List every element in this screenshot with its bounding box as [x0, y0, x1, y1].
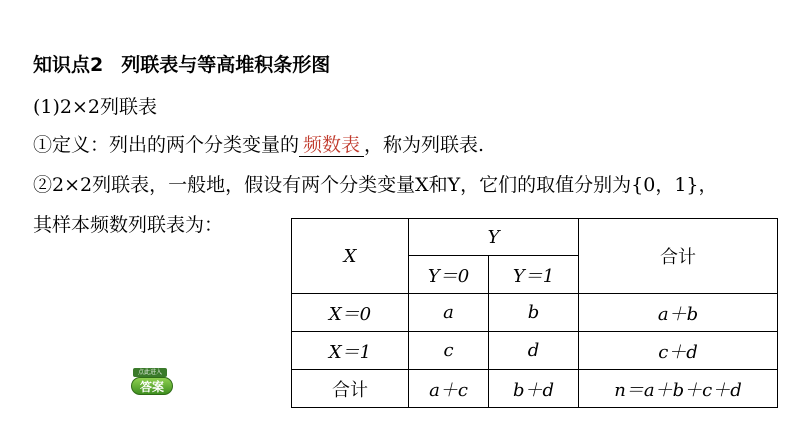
table-cell: c — [409, 332, 489, 370]
row-total-cell: c＋d — [579, 332, 778, 370]
answer-button-label: 答案 — [131, 377, 173, 395]
definition-prefix: ①定义：列出的两个分类变量的 — [33, 134, 300, 156]
table-row — [292, 294, 778, 332]
table-cell: a＋c — [409, 370, 489, 408]
row-label-cell: X＝1 — [292, 332, 409, 370]
answer-button-caption: 点此进入 — [133, 368, 167, 377]
definition-line — [33, 130, 484, 157]
total-header-cell: 合计 — [579, 219, 778, 294]
section-label: 知识点2 — [33, 54, 104, 76]
section-title: 列联表与等高堆积条形图 — [121, 54, 331, 76]
table-row — [292, 332, 778, 370]
table-cell: d — [489, 332, 579, 370]
row-label-cell: X＝0 — [292, 294, 409, 332]
table-cell: b＋d — [489, 370, 579, 408]
answer-button[interactable] — [131, 368, 173, 396]
paragraph-line-1: ②2×2列联表，一般地，假设有两个分类变量X和Y，它们的取值分别为{0，1}， — [33, 174, 718, 196]
definition-suffix: ，称为列联表. — [364, 134, 485, 156]
table-cell: a — [409, 294, 489, 332]
row-label-cell: 合计 — [292, 370, 409, 408]
table-cell: b — [489, 294, 579, 332]
table-row — [292, 370, 778, 408]
y-header-cell: Y — [409, 219, 579, 256]
x-header-cell: X — [292, 219, 409, 294]
row-total-cell: n＝a＋b＋c＋d — [579, 370, 778, 408]
subheading: (1)2×2列联表 — [33, 96, 158, 118]
row-total-cell: a＋b — [579, 294, 778, 332]
paragraph-line-2: 其样本频数列联表为： — [33, 214, 224, 236]
definition-answer: 频数表 — [299, 136, 364, 157]
contingency-table — [291, 218, 778, 408]
y0-header-cell: Y＝0 — [409, 256, 489, 294]
y1-header-cell: Y＝1 — [489, 256, 579, 294]
section-heading — [33, 50, 330, 77]
